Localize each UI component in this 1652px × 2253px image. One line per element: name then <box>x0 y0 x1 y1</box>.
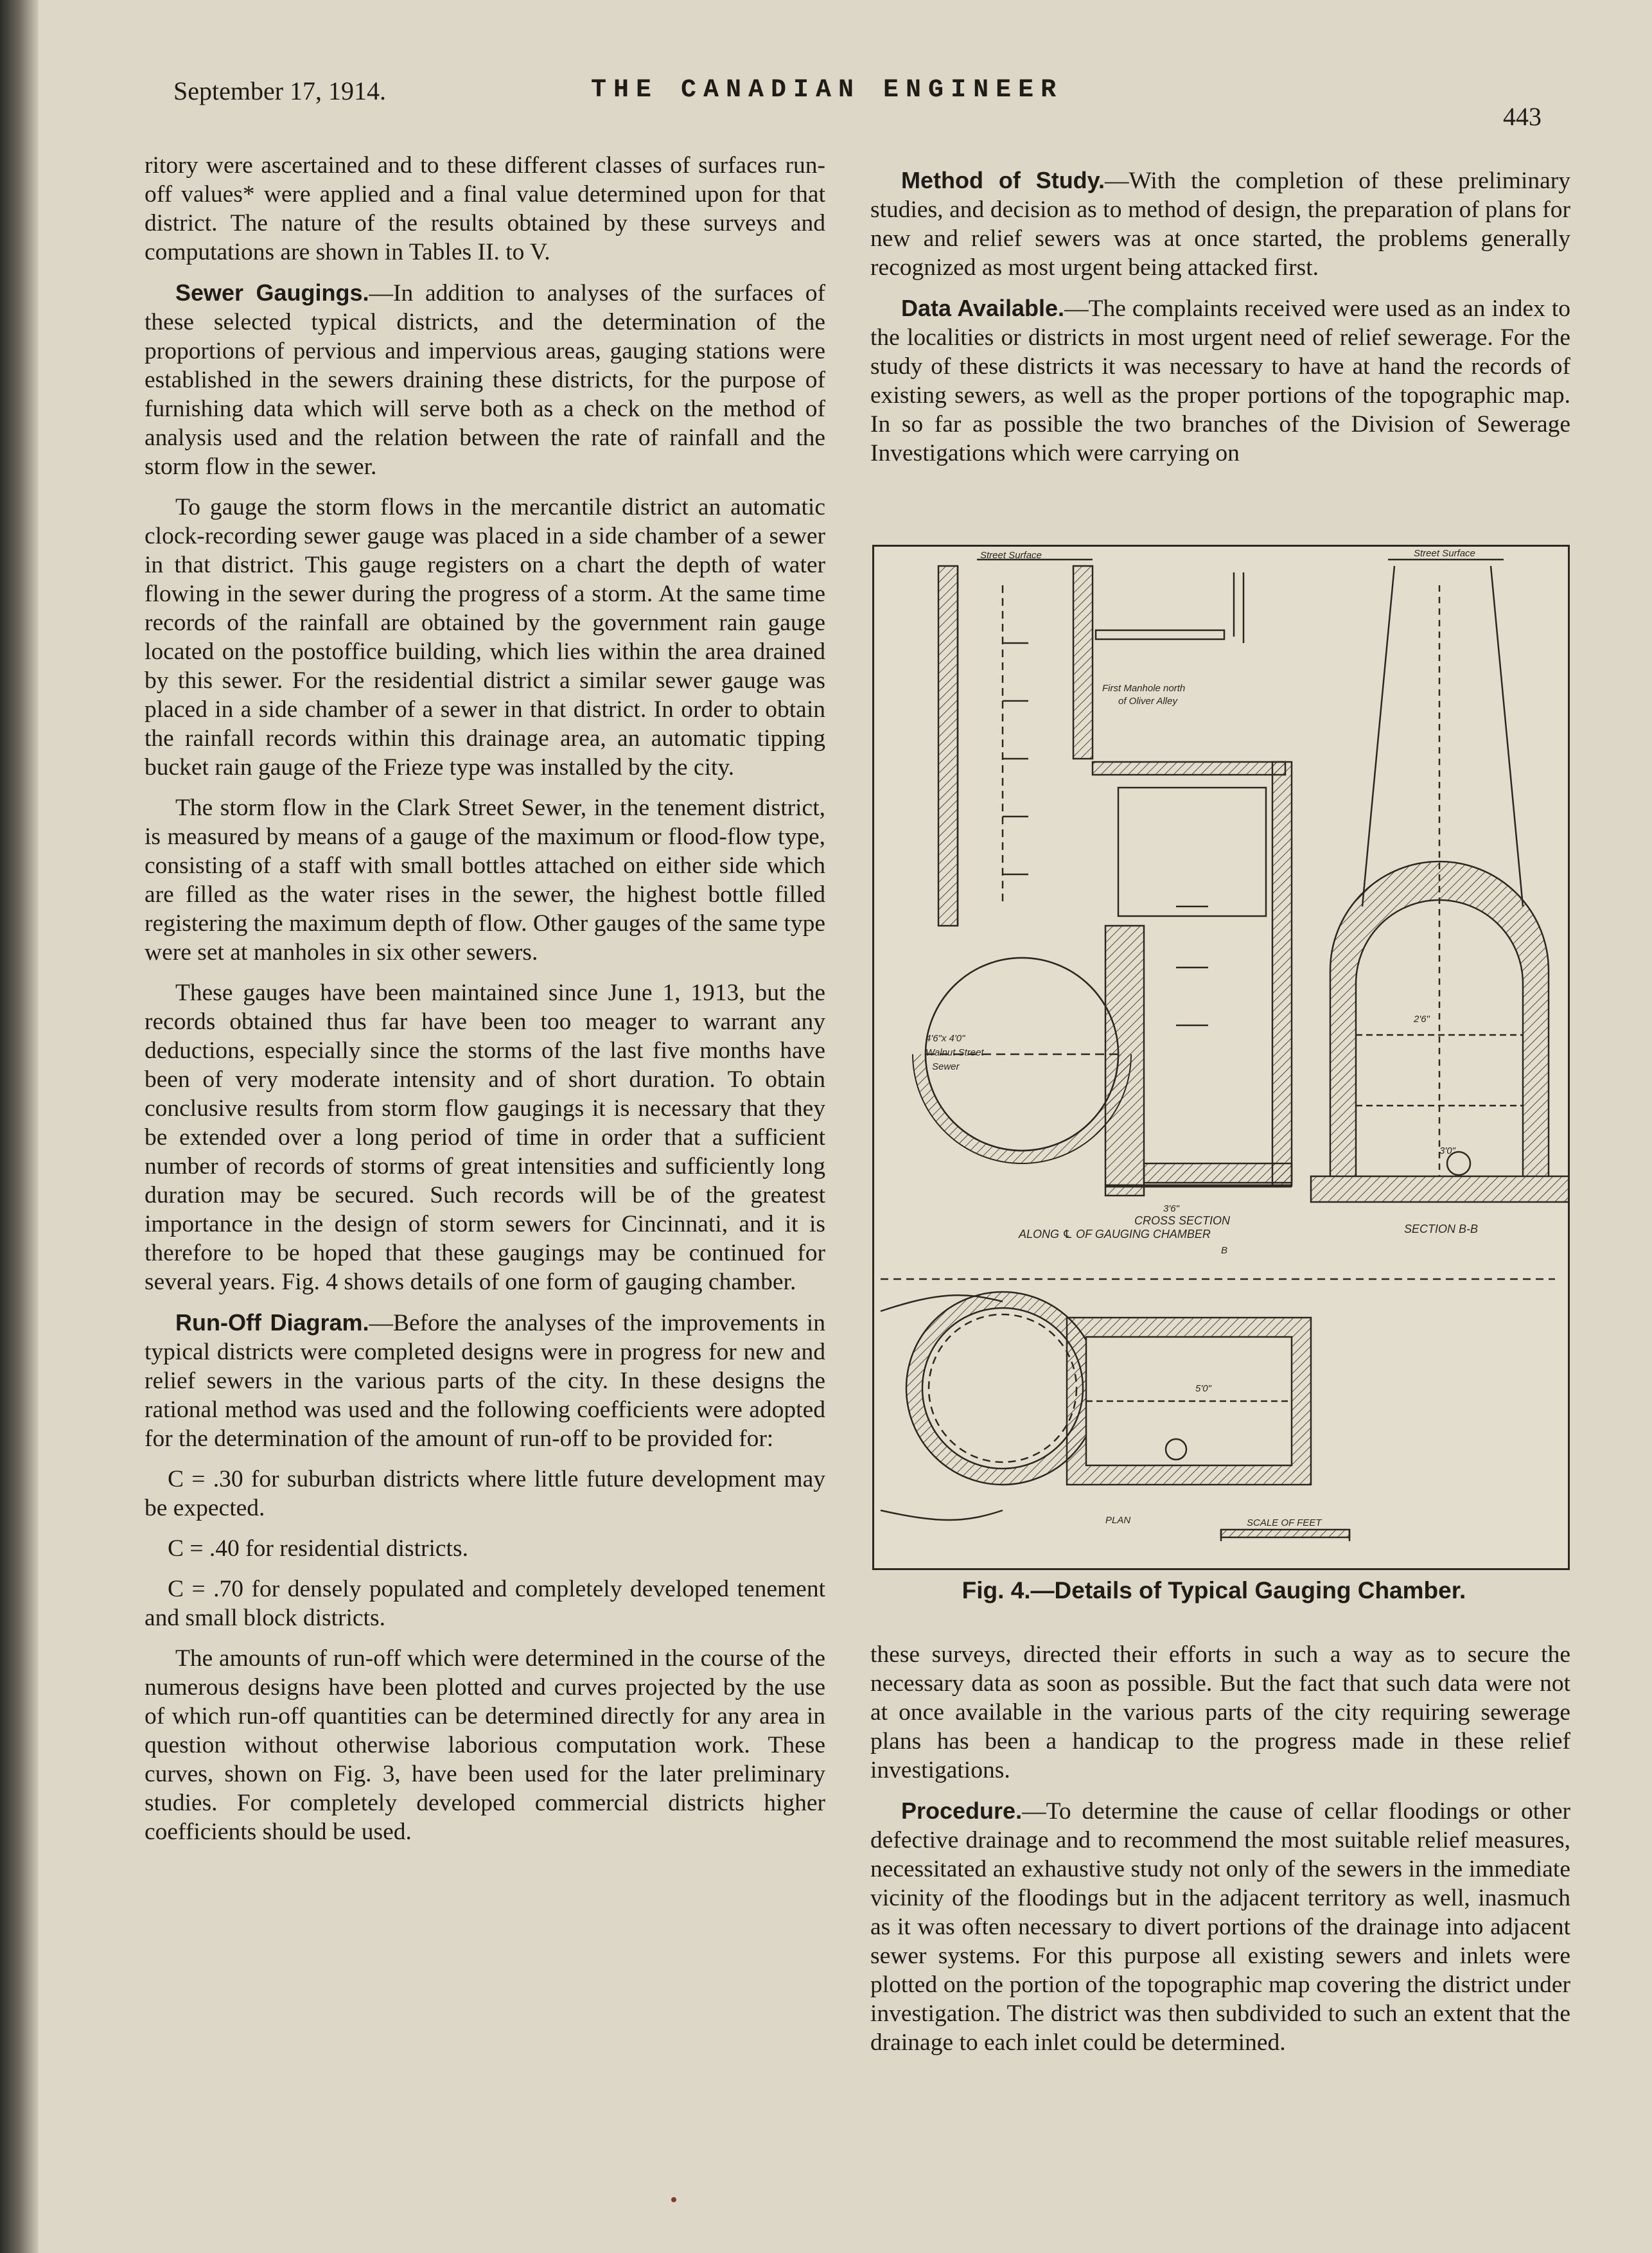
page-number: 443 <box>1503 102 1542 131</box>
label-scale: SCALE OF FEET <box>1247 1517 1322 1528</box>
left-column <box>145 151 825 1858</box>
label-street-left: Street Surface <box>980 550 1042 561</box>
label-cross-section-along: ALONG ℄ OF GAUGING CHAMBER <box>1019 1228 1211 1241</box>
label-sewer-size: 4'6"x 4'0" <box>926 1033 965 1044</box>
right-column-bottom <box>870 1640 1570 2069</box>
figure-drawing <box>874 547 1568 1568</box>
paragraph: These gauges have been maintained since June 1, 1913, but the records obtained thus far have been too meager to warrant any deductions, especially since the storms of the last five months have been of very moderate intensity and of short duration. To obtain conclusive results from storm flow gaugings it is necessary that they be extended over a long period of time in order that a sufficient number of records of storms of great intensities and sufficiently long duration may be secured. Such records will be of the greatest importance in the design of storm sewers for Cincinnati, and it is therefore to be hoped that these gaugings may be continued for several years. Fig. 4 shows details of one form of gauging chamber. <box>145 980 825 1295</box>
running-header <box>167 76 1542 131</box>
label-cross-section: CROSS SECTION <box>1134 1214 1231 1227</box>
section-lead: Data Available. <box>901 295 1065 321</box>
dim-section-base: 3'0" <box>1439 1145 1455 1156</box>
label-section-marker: B <box>1221 1245 1228 1256</box>
paragraph-body: —Before the analyses of the improvements in typical districts were completed designs were in progress for new and relief sewers in the various parts of the city. In these designs the rational method was used and the following coefficients were adopted for the determination of the amount of run-off to be provided for: <box>145 1310 825 1452</box>
section-lead: Run-Off Diagram. <box>175 1309 369 1336</box>
page-spine <box>0 0 39 2253</box>
label-manhole: First Manhole north <box>1102 683 1186 694</box>
paragraph: ritory were ascertained and to these different classes of surfaces run-off values* were applied and a final value determined upon for that district. The nature of the results obtained by these surveys and computations are shown in Tables II. to V. <box>145 152 825 265</box>
section-lead: Procedure. <box>901 1798 1023 1824</box>
dim-chamber-depth: 3'6" <box>1163 1203 1179 1214</box>
paragraph-sewer-gaugings <box>145 278 825 481</box>
paragraph-procedure <box>870 1796 1570 2057</box>
coefficient-line: C = .40 for residential districts. <box>168 1535 468 1562</box>
label-street-right: Street Surface <box>1414 548 1475 559</box>
paragraph: The storm flow in the Clark Street Sewer, in the tenement district, is measured by means of a gauge of the maximum or flood-flow type, consisting of a staff with small bottles attached on either side which are filled as the water rises in the sewer, the highest bottle filled registering the maximum depth of flow. Other gauges of the same type were set at manholes in six other sewers. <box>145 795 825 966</box>
coefficient-line: C = .30 for suburban districts where little future development may be expected. <box>145 1466 825 1521</box>
figure-gauging-chamber <box>872 545 1570 1570</box>
paragraph: The amounts of run-off which were determined in the course of the numerous designs have been plotted and curves projected by the use of which run-off quantities can be determined directly for any area in question without otherwise laborious computation work. These curves, shown on Fig. 3, have been used for the later preliminary studies. For completely developed commercial districts higher coefficients should be used. <box>145 1645 825 1845</box>
paragraph: these surveys, directed their efforts in such a way as to secure the necessary data as soon as possible. But the fact that such data were not at once available in the various parts of the city requiring sewerage plans has been a handicap to the progress made in these relief investigations. <box>870 1641 1570 1783</box>
label-sewer-street: Walnut Street <box>926 1047 984 1058</box>
dim-section-width: 2'6" <box>1414 1014 1430 1025</box>
label-plan: PLAN <box>1105 1515 1131 1526</box>
paragraph-body: —With the completion of these preliminary studies, and decision as to method of design, the preparation of plans for new and relief sewers was at once started, the problems generally recognized as most urgent being attacked first. <box>870 168 1570 281</box>
label-section-bb: SECTION B-B <box>1404 1223 1479 1235</box>
paragraph-method-of-study <box>870 166 1570 282</box>
right-column-top <box>870 166 1570 479</box>
paragraph-body: —The complaints received were used as an index to the localities or districts in most urgent need of relief sewerage. For the study of these districts it was necessary to have at hand the records of existing sewers, as well as the proper portions of the topographic map. In so far as possible the two branches of the Division of Sewerage Investigations which were carrying on <box>870 296 1570 466</box>
ink-mark <box>671 2197 676 2202</box>
label-sewer: Sewer <box>932 1061 960 1072</box>
section-lead: Method of Study. <box>901 167 1105 193</box>
section-lead: Sewer Gaugings. <box>175 279 369 306</box>
journal-title: THE CANADIAN ENGINEER <box>591 76 1064 105</box>
paragraph-run-off-diagram <box>145 1308 825 1453</box>
paragraph-body: —In addition to analyses of the surfaces of these selected typical districts, and the determination of the proportions of pervious and impervious areas, gauging stations were established in the sewers draining these districts, for the purpose of furnishing data which will serve both as a check on the method of analysis used and the relation between the rate of rainfall and the storm flow in the sewer. <box>145 280 826 480</box>
paragraph: To gauge the storm flows in the mercantile district an automatic clock-recording sewer gauge was placed in a side chamber of a sewer in that district. This gauge registers on a chart the depth of water flowing in the sewer during the progress of a storm. At the same time records of the rainfall are obtained by the government rain gauge located on the postoffice building, which lies within the area drained by this sewer. For the residential district a similar sewer gauge was placed in a side chamber of a sewer in that district. In order to obtain the rainfall records within this drainage area, an automatic tipping bucket rain gauge of the Frieze type was installed by the city. <box>145 494 825 781</box>
label-manhole-2: of Oliver Alley <box>1118 696 1177 707</box>
header-date: September 17, 1914. <box>173 76 387 105</box>
figure-caption: Fig. 4.—Details of Typical Gauging Chamber. <box>962 1577 1466 1604</box>
paragraph-body: —To determine the cause of cellar floodings or other defective drainage and to recommend the most suitable relief measures, necessitated an exhaustive study not only of the sewers in the immediate vicinity of the floodings but in the adjacent territory as well, inasmuch as it was often necessary to divert portions of the drainage into adjacent sewer systems. For this purpose all existing sewers and inlets were plotted on the portion of the topographic map covering the district under investigation. The district was then subdivided to such an extent that the drainage to each inlet could be determined. <box>870 1798 1570 2056</box>
coefficient-line: C = .70 for densely populated and completely developed tenement and small block districts. <box>145 1576 825 1631</box>
paragraph-data-available <box>870 294 1570 468</box>
dim-plan-width: 5'0" <box>1195 1383 1211 1394</box>
